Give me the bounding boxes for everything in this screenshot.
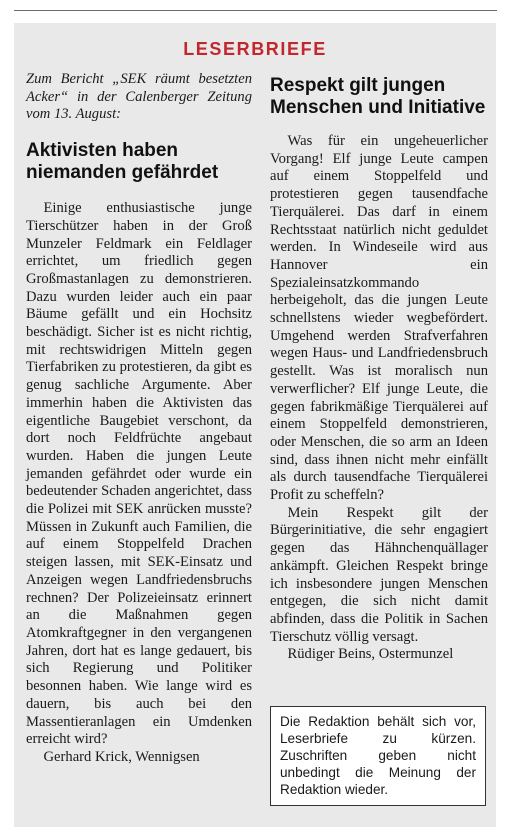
letter-2-paragraph: Mein Respekt gilt der Bürgerinitiative, die sehr engagiert gegen das Hähnchenquällager ankämpft. Gleichen Respekt bringe ich insbesondere jungen Menschen entgegen, die sich nicht damit abfinden, dass die Politik in Sachen Tierschutz völlig versagt. [270, 504, 488, 645]
letters-panel [14, 23, 496, 827]
letter-2-signature: Rüdiger Beins, Ostermunzel [287, 646, 454, 663]
editorial-notice-box: Die Redaktion behält sich vor, Leserbriefe zu kürzen. Zuschriften geben nicht unbedingt die Meinung der Redaktion wieder. [270, 706, 486, 806]
letter-1-paragraph: Einige enthusiastische junge Tierschützer haben in der Groß Munzeler Feldmark ein Feldlager errichtet, um friedlich gegen Großmastanlagen zu demonstrieren. Dazu wurden leider auch ein paar Bäume gefällt und ein Hochsitz beschädigt. Sicher ist es nicht richtig, mit rechtswidrigen Mitteln gegen Tierfabriken zu protestieren, da gibt es genug sachliche Argumente. Aber immerhin haben die Aktivisten das eigentliche Baugebiet verschont, da dort noch Feldfrüchte angebaut wurden. Haben die jungen Leute jemanden gefährdet oder wurde ein bedeutender Schaden angerichtet, dass die Polizei mit SEK anrücken musste? Müssen in Zukunft auch Familien, die auf einem Stoppelfeld Drachen steigen lassen, mit SEK-Einsatz und Anzeigen wegen Landfriedensbruchs rechnen? Der Polizeieinsatz erinnert an die Maßnahmen gegen Atomkraftgegner in den vergangenen Jahren, dort hat es lange gedauert, bis sich Regierung und Politiker besonnen haben. Wie lange wird es dauern, bis auch bei den Massentieranlagen ein Umdenken erreicht wird? [26, 200, 252, 748]
letter-1-body [26, 200, 252, 767]
section-title: LESERBRIEFE [183, 39, 327, 59]
top-rule [14, 10, 497, 11]
letter-1-headline: Aktivisten haben niemanden gefährdet [26, 140, 219, 184]
letter-1-intro: Zum Bericht „SEK räumt besetzten Acker“ in der Calenberger Zeitung vom 13. August: [26, 71, 252, 123]
letter-2-body [270, 133, 488, 664]
letter-1 [26, 71, 252, 767]
letter-1-signature: Gerhard Krick, Wennigsen [43, 748, 200, 765]
letter-2-paragraph: Was für ein ungeheuerlicher Vorgang! Elf junge Leute campen auf einem Stoppelfeld und protestieren gegen tausendfache Tierquälerei. Das darf in einem Rechtsstaat natürlich nicht geduldet werden. In Windeseile wird aus Hannover ein Spezialeinsatzkommando herbeigeholt, das die jungen Leute schnellstens wieder wegbefördert. Umgehend werden Strafverfahren wegen Haus- und Landfriedensbruch gestellt. Was ist moralisch nun verwerflicher? Elf junge Leute, die gegen fabrikmäßige Tierquälerei auf einem Stoppelfeld demonstrieren, oder Menschen, die so arm an Ideen sind, dass ihnen nicht mehr einfällt als durch tausendfache Tierquälerei Profit zu scheffeln? [270, 133, 488, 504]
letter-2 [270, 75, 488, 664]
letter-2-headline: Respekt gilt jungen Menschen und Initiative [270, 75, 486, 118]
